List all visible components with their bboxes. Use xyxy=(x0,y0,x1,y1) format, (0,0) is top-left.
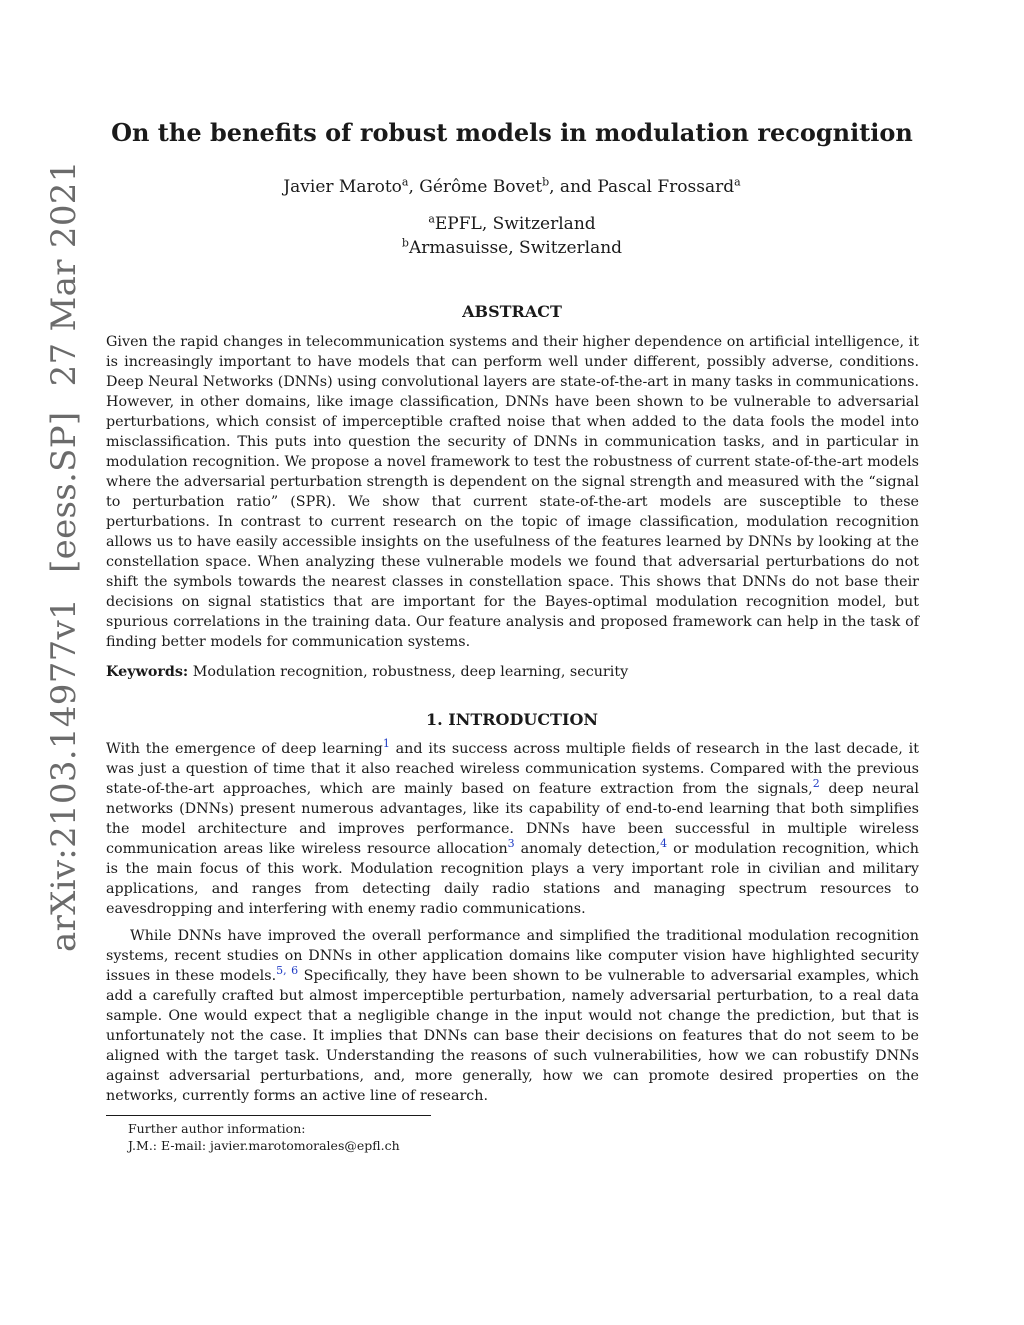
keywords xyxy=(106,662,919,682)
citation-link[interactable]: 2 xyxy=(812,777,820,791)
abstract-text: Given the rapid changes in telecommunication systems and their higher dependence on artificial intelligence, it is increasingly important to have models that can perform well under different, possibly adverse, conditions. Deep Neural Networks (DNNs) using convolutional layers are state-of-the-art in many tasks in communications. However, in other domains, like image classification, DNNs have been shown to be vulnerable to adversarial perturbations, which consist of imperceptible crafted noise that when added to the data fools the model into misclassification. This puts into question the security of DNNs in communication tasks, and in particular in modulation recognition. We propose a novel framework to test the robustness of current state-of-the-art models where the adversarial perturbation strength is dependent on the signal strength and measured with the “signal to perturbation ratio” (SPR). We show that current state-of-the-art models are susceptible to these perturbations. In contrast to current research on the topic of image classification, modulation recognition allows us to have easily accessible insights on the usefulness of the features learned by DNNs by looking at the constellation space. When analyzing these vulnerable models we found that adversarial perturbations do not shift the symbols towards the nearest classes in constellation space. This shows that DNNs do not base their decisions on signal statistics that are important for the Bayes-optimal modulation recognition model, but spurious correlations in the training data. Our feature analysis and proposed framework can help in the task of finding better models for communication systems. xyxy=(106,334,919,650)
affiliation xyxy=(0,214,1024,234)
intro-paragraph-1 xyxy=(106,739,919,919)
text-run: deep neural networks (DNNs) present numerous advantages, like its capability of end-to-end learning that both simplifies the model architecture and improves performance. DNNs have been successful in multiple wireless communication areas like wireless resource allocation xyxy=(106,781,920,857)
footnote-line: Further author information: xyxy=(128,1121,306,1136)
affiliation-mark: b xyxy=(401,236,409,250)
author-affil-mark: a xyxy=(401,175,409,189)
keywords-label: Keywords: xyxy=(106,664,189,680)
text-run: anomaly detection, xyxy=(514,841,661,857)
citation-link[interactable]: 5, 6 xyxy=(276,964,299,978)
paper-title: On the benefits of robust models in modulation recognition xyxy=(111,118,913,147)
introduction-heading: 1. INTRODUCTION xyxy=(425,710,599,729)
arxiv-identifier xyxy=(44,146,84,952)
affiliation-text: EPFL, Switzerland xyxy=(434,214,596,234)
affiliation-mark: a xyxy=(428,212,435,226)
text-run: or modulation recognition, which is the main focus of this work. Modulation recognition plays a very important role in civilian and military applications, and ranges from detecting daily radio stations and managing spectrum resources to eavesdropping and interfering with enemy radio communications. xyxy=(106,841,919,917)
text-run: and its success across multiple fields of research in the last decade, it was just a question of time that it also reached wireless communication systems. Compared with the previous state-of-the-art approaches, which are mainly based on feature extraction from the signals, xyxy=(106,741,919,797)
affiliation-text: Armasuisse, Switzerland xyxy=(408,238,623,258)
arxiv-id: arXiv:2103.14977v1 xyxy=(44,598,84,952)
author-name: Javier Maroto xyxy=(283,177,402,197)
author-separator: , xyxy=(408,177,420,197)
text-run: While DNNs have improved the overall performance and simplified the traditional modulation recognition systems, recent studies on DNNs in other application domains like computer vision have highlighted security issues in these models. xyxy=(106,928,919,984)
citation-link[interactable]: 3 xyxy=(507,837,515,851)
author-affil-mark: b xyxy=(542,175,550,189)
text-run: With the emergence of deep learning xyxy=(106,741,383,757)
citation-link[interactable]: 4 xyxy=(660,837,668,851)
text-run: Specifically, they have been shown to be vulnerable to adversarial examples, which add a carefully crafted but almost imperceptible perturbation, namely adversarial perturbation, to a real data sample. One would expect that a negligible change in the input would not change the prediction, but that is unfortunately not the case. It implies that DNNs can base their decisions on features that do not seem to be aligned with the target task. Understanding the reasons of such vulnerabilities, how we can robustify DNNs against adversarial perturbations, and, more generally, how we can promote desired properties on the networks, currently forms an active line of research. xyxy=(106,968,919,1104)
author-separator: , and xyxy=(549,177,598,197)
footnote-divider xyxy=(106,1115,431,1116)
author-name: Gérôme Bovet xyxy=(419,177,543,197)
author-name: Pascal Frossard xyxy=(597,177,735,197)
footnote-email: J.M.: E-mail: javier.marotomorales@epfl.ch xyxy=(128,1138,400,1153)
abstract-heading: ABSTRACT xyxy=(462,302,562,321)
keywords-text: Modulation recognition, robustness, deep learning, security xyxy=(192,664,629,680)
arxiv-category: [eess.SP] xyxy=(44,411,84,573)
intro-paragraph-2 xyxy=(106,926,919,1106)
author-affil-mark: a xyxy=(734,175,741,189)
affiliation xyxy=(0,238,1024,258)
author-list xyxy=(0,177,1024,197)
arxiv-date: 27 Mar 2021 xyxy=(44,160,84,387)
citation-link[interactable]: 1 xyxy=(382,737,390,751)
